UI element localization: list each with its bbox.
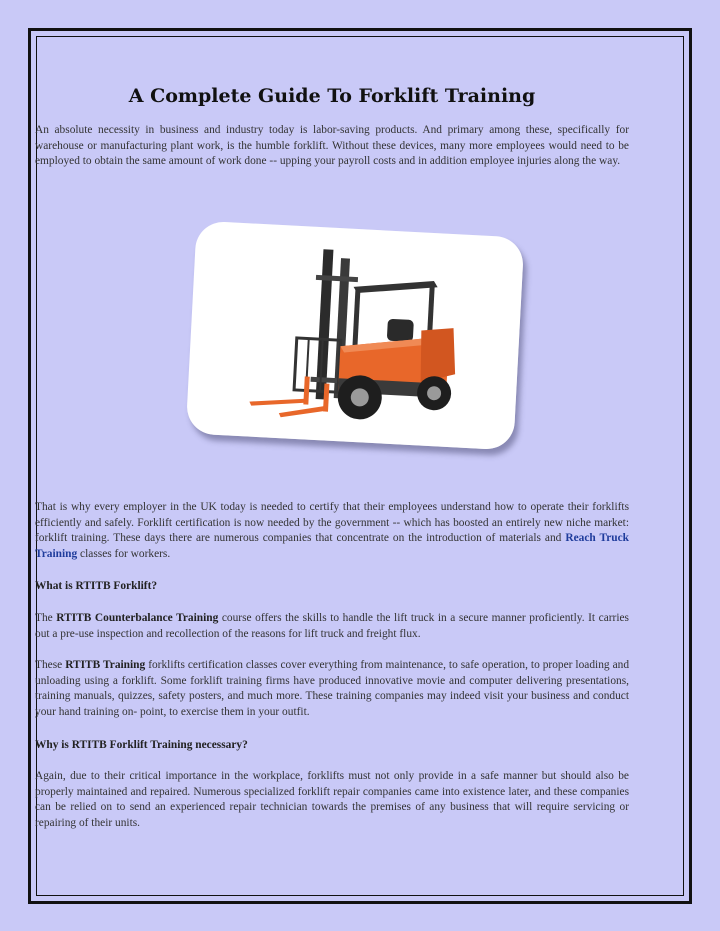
reach-truck-training-link[interactable]: Reach Truck Training: [35, 532, 629, 560]
paragraph-counterbalance: [35, 611, 629, 642]
paragraph-counterbalance-text: course offers the skills to handle the lift truck in a secure manner proficiently. It carries out a pre-use inspection and recollection of the reasons for lift truck and freight flux.: [35, 611, 629, 640]
top-section: [35, 55, 629, 170]
forklift-illustration: [186, 221, 525, 451]
rtitb-training-term: RTITB Training: [65, 659, 146, 672]
body-section: [35, 500, 629, 832]
paragraph-counterbalance-lead: The: [35, 611, 57, 624]
counterbalance-training-term: RTITB Counterbalance Training: [56, 611, 219, 624]
paragraph-rtitb-lead: These: [35, 659, 66, 672]
paragraph-certification: [35, 500, 629, 562]
paragraph-certification-text: That is why every employer in the UK today is needed to certify that their employees understand how to operate their forklifts efficiently and safely. Forklift certification is now needed by the government -- which has boosted an entirely new niche market: forklift training. These days there are numerous companies that concentrate on the introduction of materials and: [35, 501, 629, 545]
intro-paragraph: An absolute necessity in business and industry today is labor-saving products. And primary among these, specifically for warehouse or manufacturing plant work, is the humble forklift. Without these devices, many more employees would need to be employed to obtain the same amount of work done -- upping your payroll costs and in addition employee injuries along the way.: [35, 124, 629, 168]
page-title: A Complete Guide To Forklift Training: [128, 85, 536, 107]
forklift-image: [186, 221, 525, 451]
paragraph-certification-tail: classes for workers.: [77, 547, 171, 560]
paragraph-maintenance: Again, due to their critical importance in the workplace, forklifts must not only provide in a safe manner but should also be properly maintained and repaired. Numerous specialized forklift repair companies came into existence later, and these companies can be relied on to send an experienced repair technician towards the premises of any business that will require servicing or repairing of their units.: [35, 770, 629, 829]
paragraph-rtitb-training: [35, 658, 629, 720]
heading-why-necessary: Why is RTITB Forklift Training necessary?: [35, 738, 248, 751]
heading-what-is-rtitb: What is RTITB Forklift?: [35, 580, 158, 593]
paragraph-rtitb-text: forklifts certification classes cover everything from maintenance, to safe operation, to proper loading and unloading using a forklift. Some forklift training firms have produced innovative movie and computer delivering presentations, training manuals, quizzes, safety posters, and much more. These training companies may indeed visit your business and conduct your hand training on- point, to exercise them in your outfit.: [35, 659, 630, 718]
